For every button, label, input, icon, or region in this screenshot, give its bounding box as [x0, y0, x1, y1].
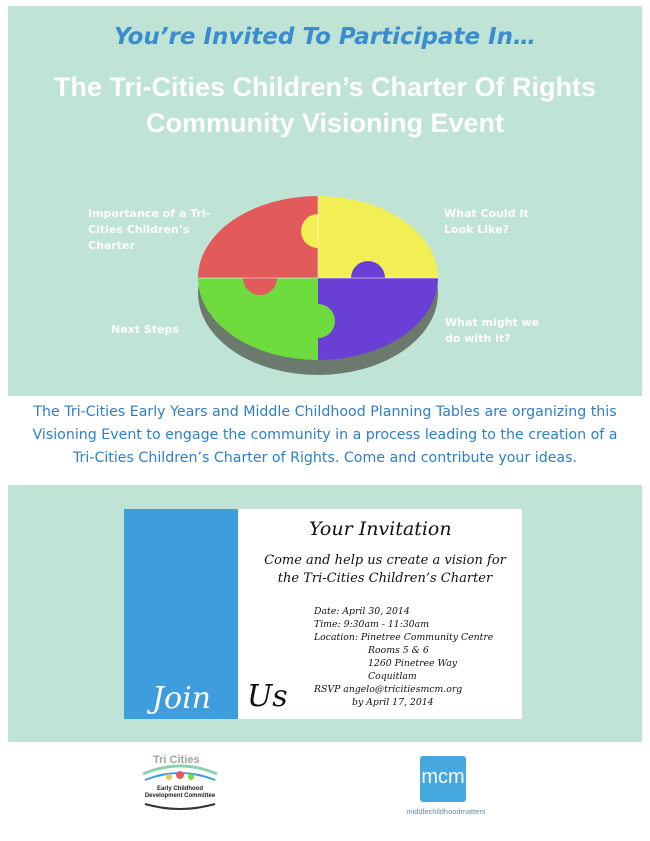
event-address: 1260 Pinetree Way: [368, 658, 458, 669]
header-panel: [8, 6, 642, 396]
rsvp-contact: RSVP angelo@tricitiesmcm.org: [314, 684, 463, 695]
label-next-steps: Next Steps: [111, 323, 179, 336]
label-do-with-it: What might we do with it?: [445, 316, 540, 345]
logo-ecdc-line2: Development Committee: [144, 793, 216, 799]
event-title-line1: The Tri-Cities Children’s Charter Of Rights: [53, 72, 597, 102]
puzzle-tab-green: [301, 304, 335, 338]
event-details: [314, 605, 493, 709]
mcm-mark-text: mcm: [421, 766, 465, 788]
description-line: Tri-Cities Children’s Charter of Rights. Come and contribute your ideas.: [72, 450, 578, 466]
logo-ecdc-line1: Early Childhood: [156, 786, 203, 792]
event-description: [0, 401, 650, 470]
rsvp-deadline: by April 17, 2014: [352, 697, 434, 708]
invited-heading: You’re Invited To Participate In…: [113, 24, 537, 50]
puzzle-pie-graphic: [198, 193, 453, 393]
description-line: Visioning Event to engage the community in a process leading to the creation of a: [32, 427, 618, 443]
join-text: Join: [152, 681, 212, 716]
event-title-line2: Community Visioning Event: [145, 108, 505, 138]
event-time: Time: 9:30am - 11:30am: [314, 619, 430, 630]
invitation-subheading: [248, 552, 522, 588]
mcm-logo: [384, 756, 508, 822]
event-date: Date: April 30, 2014: [314, 606, 410, 617]
label-look-like: What Could It Look Like?: [444, 207, 529, 236]
mcm-logo-mark: [420, 756, 466, 802]
tricities-ecdc-logo: [135, 750, 225, 812]
us-text: Us: [247, 679, 288, 714]
description-line: The Tri-Cities Early Years and Middle Childhood Planning Tables are organizing this: [33, 404, 617, 420]
subheading-line: the Tri-Cities Children’s Charter: [277, 571, 493, 586]
event-city: Coquitlam: [368, 671, 417, 682]
invitation-heading: Your Invitation: [309, 518, 452, 540]
mcm-wordmark: middlechildhoodmatters: [406, 807, 486, 816]
event-location: Location: Pinetree Community Centre: [314, 632, 494, 643]
label-importance: Importance of a Tri-Cities Children’s Charter: [88, 207, 211, 252]
invitation-card: [124, 509, 522, 719]
event-rooms: Rooms 5 & 6: [368, 645, 429, 656]
subheading-line: Come and help us create a vision for: [264, 553, 506, 568]
logo-tricities-text: Tri Cities: [153, 754, 200, 766]
